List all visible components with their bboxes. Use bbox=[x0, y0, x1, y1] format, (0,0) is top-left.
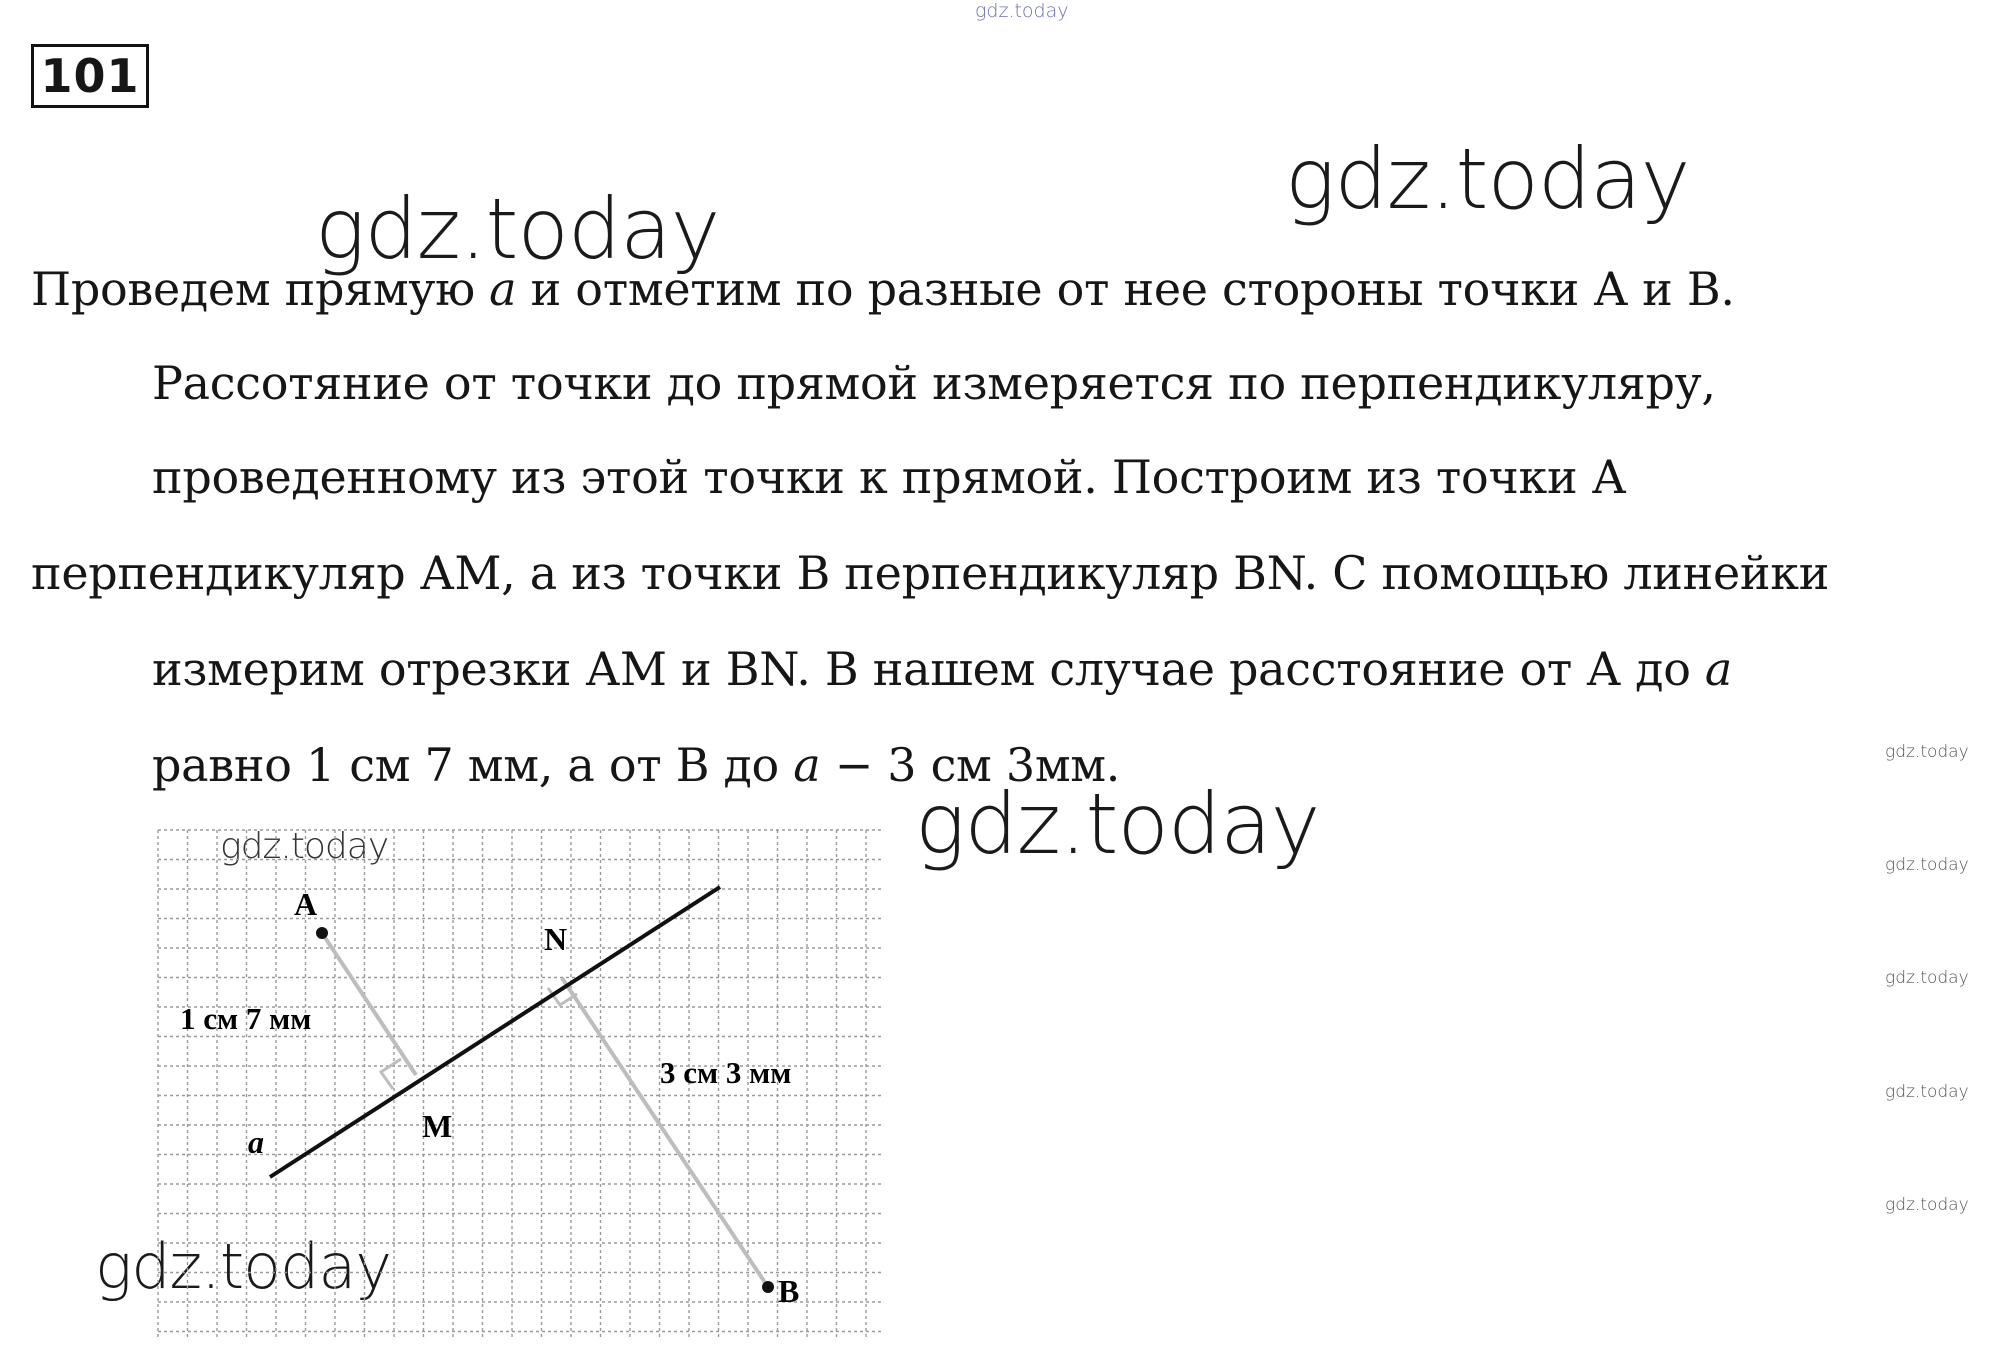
task-number: 101 bbox=[31, 44, 149, 108]
perpendicular-am bbox=[322, 933, 416, 1075]
watermark-small: gdz.today bbox=[1885, 968, 1969, 988]
text-line-2: Рассотяние от точки до прямой измеряется по перпендикуляру, bbox=[152, 356, 1716, 410]
perpendicular-bn bbox=[562, 978, 768, 1287]
right-angle-m bbox=[381, 1059, 401, 1089]
watermark: gdz.today bbox=[1285, 130, 1690, 228]
watermark-top: gdz.today bbox=[975, 0, 1069, 22]
watermark: gdz.today bbox=[95, 1230, 392, 1303]
point-a-dot bbox=[316, 927, 328, 939]
point-a-label: A bbox=[294, 886, 318, 922]
variable-a: a bbox=[1704, 642, 1733, 696]
line-a bbox=[270, 887, 720, 1177]
label-bn-length: 3 см 3 мм bbox=[660, 1055, 792, 1090]
point-n-label: N bbox=[544, 921, 568, 957]
watermark-small: gdz.today bbox=[1885, 1082, 1969, 1102]
watermark-small: gdz.today bbox=[1885, 1195, 1969, 1215]
watermark: gdz.today bbox=[315, 180, 720, 278]
point-m-label: M bbox=[422, 1108, 453, 1144]
point-b-label: B bbox=[778, 1273, 800, 1309]
text-line-5: измерим отрезки АМ и BN. В нашем случае расстояние от А до a bbox=[152, 642, 1733, 696]
text-line-4: перпендикуляр АМ, а из точки В перпендикуляр BN. С помощью линейки bbox=[31, 546, 1830, 600]
text-line-3: проведенному из этой точки к прямой. Построим из точки А bbox=[152, 450, 1627, 504]
line-a-label: a bbox=[248, 1124, 264, 1160]
point-b-dot bbox=[762, 1281, 774, 1293]
watermark: gdz.today bbox=[915, 775, 1320, 873]
variable-a: a bbox=[489, 262, 517, 316]
label-am-length: 1 см 7 мм bbox=[180, 1001, 312, 1036]
watermark-small: gdz.today bbox=[1885, 742, 1969, 762]
geometry-figure bbox=[150, 815, 890, 1345]
text-line-6: равно 1 см 7 мм, а от В до a − 3 см 3мм. bbox=[152, 738, 1121, 792]
watermark-small: gdz.today bbox=[1885, 855, 1969, 875]
watermark: gdz.today bbox=[220, 826, 389, 867]
variable-a: a bbox=[793, 738, 821, 792]
text-line-1: Проведем прямую a и отметим по разные от нее стороны точки А и В. bbox=[31, 262, 1735, 316]
